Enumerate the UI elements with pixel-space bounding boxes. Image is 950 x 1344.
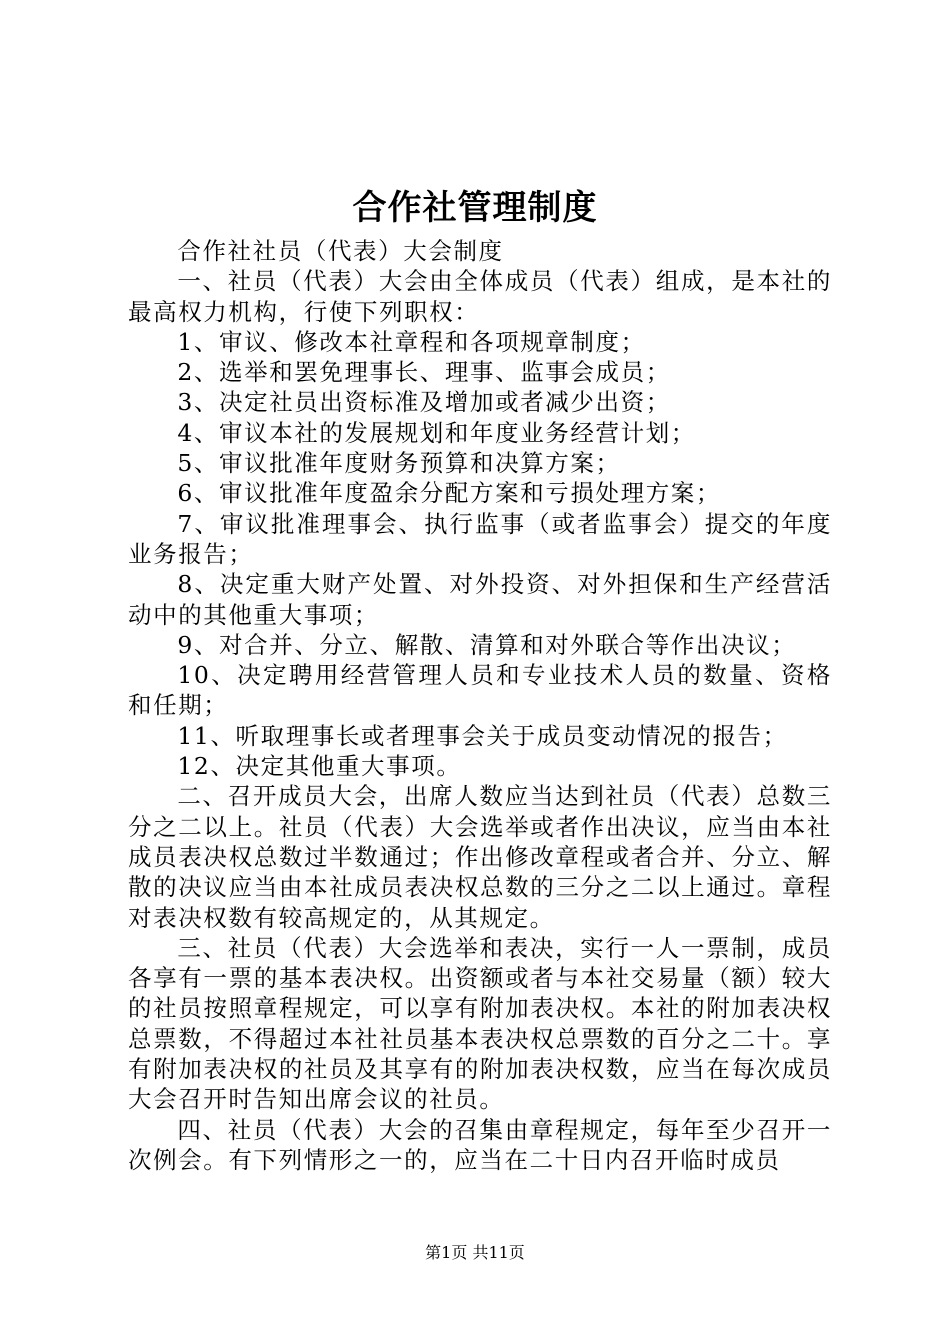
list-item: 12、决定其他重大事项。	[177, 752, 462, 781]
page-footer: 第1页 共11页	[425, 1243, 525, 1262]
paragraph: 一、社员（代表）大会由全体成员（代表）组成，是本社的最高权力机构，行使下列职权：	[128, 267, 832, 326]
document-body	[128, 236, 832, 1175]
paragraph: 二、召开成员大会，出席人数应当达到社员（代表）总数三分之二以上。社员（代表）大会选举或者作出决议，应当由本社成员表决权总数过半数通过；作出修改章程或者合并、分立、解散的决议应当由本社成员表决权总数的三分之二以上通过。章程对表决权数有较高规定的，从其规定。	[128, 782, 832, 932]
paragraph: 四、社员（代表）大会的召集由章程规定，每年至少召开一次例会。有下列情形之一的，应当在二十日内召开临时成员	[128, 1115, 832, 1174]
list-item: 6、审议批准年度盈余分配方案和亏损处理方案；	[177, 479, 721, 508]
list-item: 10、决定聘用经营管理人员和专业技术人员的数量、资格和任期；	[128, 661, 832, 720]
document-title: 合作社管理制度	[352, 188, 598, 228]
paragraph: 三、社员（代表）大会选举和表决，实行一人一票制，成员各享有一票的基本表决权。出资额或者与本社交易量（额）较大的社员按照章程规定，可以享有附加表决权。本社的附加表决权总票数，不得超过本社社员基本表决权总票数的百分之二十。享有附加表决权的社员及其享有的附加表决权数，应当在每次成员大会召开时告知出席会议的社员。	[128, 933, 832, 1114]
section-heading: 合作社社员（代表）大会制度	[177, 237, 504, 265]
list-item: 3、决定社员出资标准及增加或者减少出资；	[177, 388, 671, 417]
list-item: 4、审议本社的发展规划和年度业务经营计划；	[177, 418, 696, 447]
list-item: 8、决定重大财产处置、对外投资、对外担保和生产经营活动中的其他重大事项；	[128, 570, 832, 629]
list-item: 2、选举和罢免理事长、理事、监事会成员；	[177, 358, 671, 387]
list-item: 7、审议批准理事会、执行监事（或者监事会）提交的年度业务报告；	[128, 509, 832, 568]
list-item: 9、对合并、分立、解散、清算和对外联合等作出决议；	[177, 630, 797, 659]
list-item: 1、审议、修改本社章程和各项规章制度；	[177, 327, 646, 356]
list-item: 11、听取理事长或者理事会关于成员变动情况的报告；	[177, 721, 788, 750]
list-item: 5、审议批准年度财务预算和决算方案；	[177, 449, 621, 478]
